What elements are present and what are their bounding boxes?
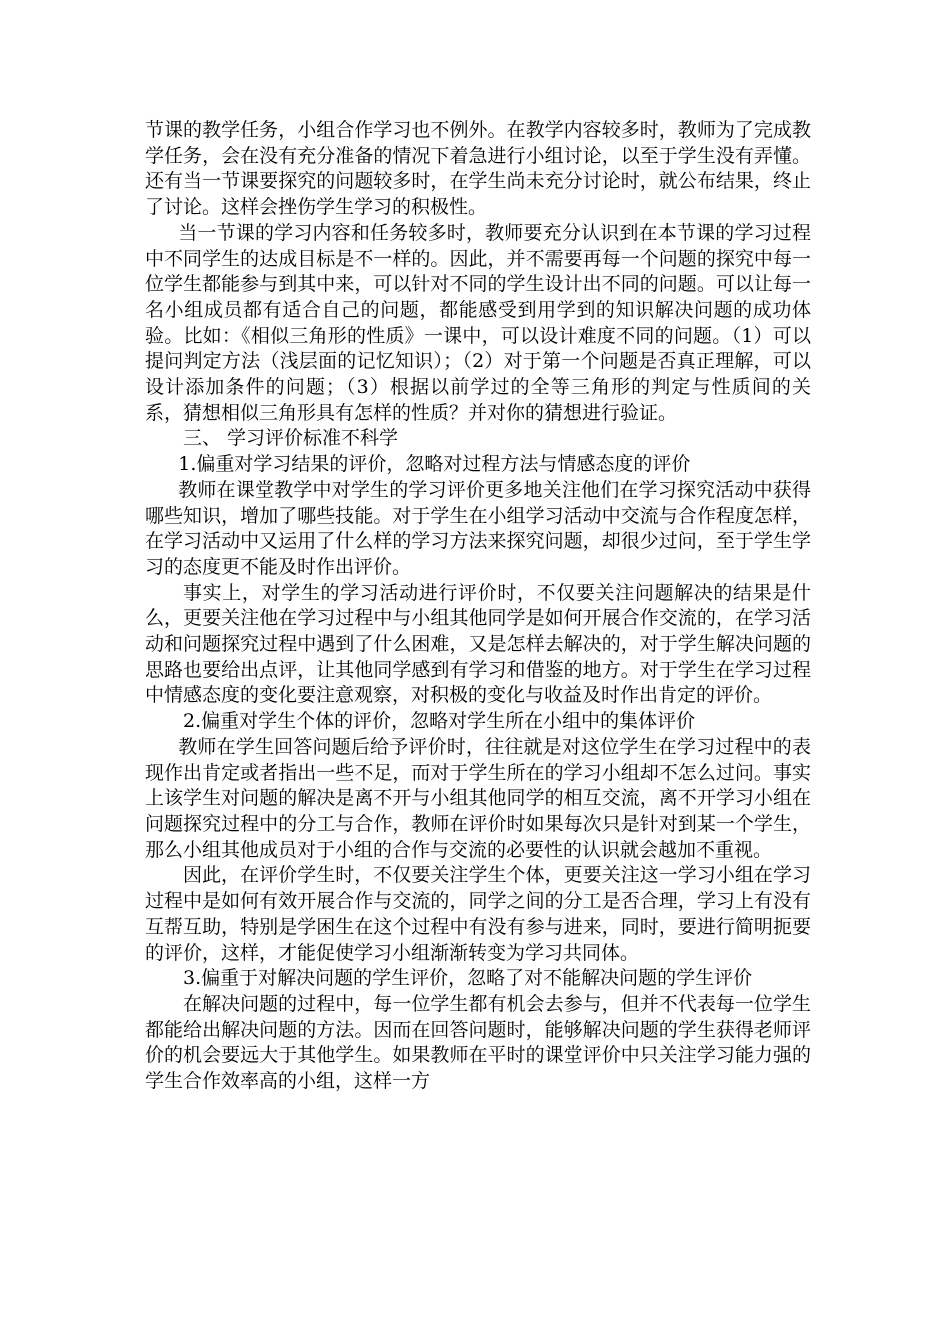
paragraph-evaluation-process: 事实上，对学生的学习活动进行评价时，不仅要关注问题解决的结果是什么，更要关注他在学习过程中与小组其他同学是如何开展合作交流的，在学习活动和问题探究过程中遇到了什么困难，又是怎样去解决的，对于学生解决问题的思路也要给出点评，让其他同学感到有学习和借鉴的地方。对于学生在学习过程中情感态度的变化要注意观察，对积极的变化与收益及时作出肯定的评价。 — [145, 581, 811, 707]
paragraph-evaluation-focus: 教师在课堂教学中对学生的学习评价更多地关注他们在学习探究活动中获得哪些知识，增加了哪些技能。对于学生在小组学习活动中交流与合作程度怎样，在学习活动中又运用了什么样的学习方法来探究问题，却很少过问，至于学生学习的态度更不能及时作出评价。 — [145, 478, 811, 578]
section-heading-3: 三、 学习评价标准不科学 — [183, 427, 399, 450]
document-page — [145, 118, 811, 1095]
paragraph-task-design: 当一节课的学习内容和任务较多时，教师要充分认识到在本节课的学习过程中不同学生的达成目标是不一样的。因此，并不需要再每一个问题的探究中每一位学生都能参与到其中来，可以针对不同的学生设计出不同的问题。可以让每一名小组成员都有适合自己的问题，都能感受到用学到的知识解决问题的成功体验。比如：《相似三角形的性质》一课中，可以设计难度不同的问题。（1）可以提问判定方法（浅层面的记忆知识）；（2）对于第一个问题是否真正理解，可以设计添加条件的问题；（3）根据以前学过的全等三角形的判定与性质间的关系，猜想相似三角形具有怎样的性质？并对你的猜想进行验证。 — [145, 221, 811, 424]
subheading-3: 3.偏重于对解决问题的学生评价，忽略了对不能解决问题的学生评价 — [183, 967, 753, 990]
subheading-1: 1.偏重对学习结果的评价，忽略对过程方法与情感态度的评价 — [178, 453, 691, 476]
paragraph-individual-evaluation: 教师在学生回答问题后给予评价时，往往就是对这位学生在学习过程中的表现作出肯定或者指出一些不足，而对于学生所在的学习小组却不怎么过问。事实上该学生对问题的解决是离不开与小组其他同学的相互交流，离不开学习小组在问题探究过程中的分工与合作，教师在评价时如果每次只是针对到某一个学生，那么小组其他成员对于小组的合作与交流的必要性的认识就会越加不重视。 — [145, 735, 811, 861]
paragraph-group-evaluation: 因此，在评价学生时，不仅要关注学生个体，更要关注这一学习小组在学习过程中是如何有效开展合作与交流的，同学之间的分工是否合理，学习上有没有互帮互助，特别是学困生在这个过程中有没有参与进来，同时，要进行简明扼要的评价，这样，才能促使学习小组渐渐转变为学习共同体。 — [145, 864, 811, 964]
paragraph-problem-solving: 在解决问题的过程中，每一位学生都有机会去参与，但并不代表每一位学生都能给出解决问题的方法。因而在回答问题时，能够解决问题的学生获得老师评价的机会要远大于其他学生。如果教师在平时的课堂评价中只关注学习能力强的学生合作效率高的小组，这样一方 — [145, 992, 811, 1093]
subheading-2: 2.偏重对学生个体的评价，忽略对学生所在小组中的集体评价 — [183, 710, 696, 733]
paragraph-continuation: 节课的教学任务，小组合作学习也不例外。在教学内容较多时，教师为了完成教学任务，会在没有充分准备的情况下着急进行小组讨论，以至于学生没有弄懂。还有当一节课要探究的问题较多时，在学生尚未充分讨论时，就公布结果，终止了讨论。这样会挫伤学生学习的积极性。 — [145, 119, 811, 219]
